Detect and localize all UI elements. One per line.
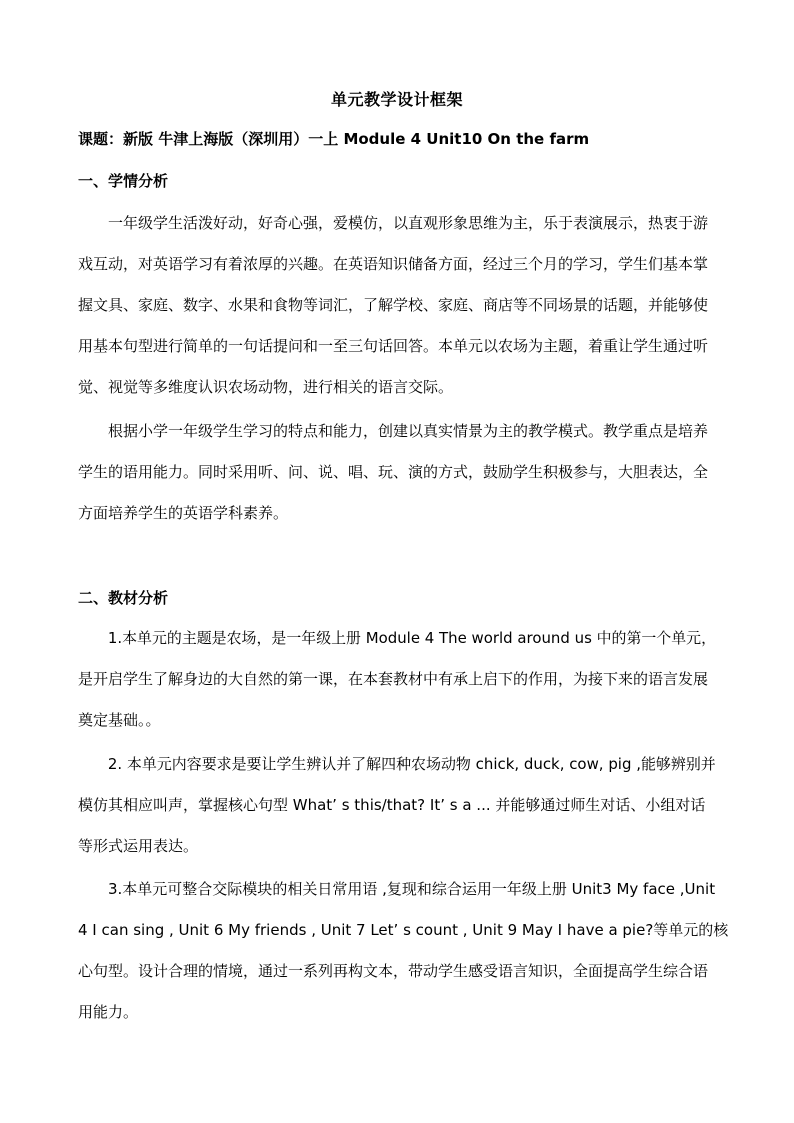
paragraph-line: 一年级学生活泼好动，好奇心强，爱模仿，以直观形象思维为主，乐于表演展示，热衷于游 — [108, 214, 709, 232]
paragraph-line: 模仿其相应叫声，掌握核心句型 What’ s this/that? It’ s a ... 并能够通过师生对话、小组对话 — [78, 796, 706, 814]
paragraph-line: 等形式运用表达。 — [78, 837, 199, 855]
paragraph-line: 觉、视觉等多维度认识农场动物，进行相关的语言交际。 — [78, 378, 454, 396]
document-title: 单元教学设计框架 — [330, 90, 463, 109]
paragraph-line: 3.本单元可整合交际模块的相关日常用语 ,复现和综合运用一年级上册 Unit3 My face ,Unit — [108, 880, 716, 898]
paragraph-line: 2. 本单元内容要求是要让学生辨认并了解四种农场动物 chick, duck, cow, pig ,能够辨别并 — [107, 755, 716, 773]
paragraph-line: 学生的语用能力。同时采用听、问、说、唱、玩、演的方式，鼓励学生积极参与，大胆表达，全 — [78, 463, 709, 481]
paragraph-line: 心句型。设计合理的情境，通过一系列再构文本，带动学生感受语言知识，全面提高学生综合语 — [78, 962, 709, 980]
paragraph-line: 用能力。 — [78, 1003, 139, 1021]
paragraph-textbook-analysis-1 — [78, 618, 746, 741]
paragraph-textbook-analysis-2 — [78, 744, 746, 867]
paragraph-line: 4 I can sing , Unit 6 My friends , Unit 7 Let’ s count , Unit 9 May I have a pie?等单元的核 — [78, 921, 729, 939]
paragraph-line: 1.本单元的主题是农场，是一年级上册 Module 4 The world around us 中的第一个单元， — [107, 629, 717, 647]
course-topic-line: 课题：新版 牛津上海版（深圳用）一上 Module 4 Unit10 On the farm — [78, 130, 590, 148]
paragraph-learner-analysis-1 — [78, 203, 746, 408]
paragraph-textbook-analysis-3 — [78, 869, 746, 1033]
paragraph-line: 握文具、家庭、数字、水果和食物等词汇，了解学校、家庭、商店等不同场景的话题，并能够使 — [78, 296, 709, 314]
paragraph-line: 根据小学一年级学生学习的特点和能力，创建以真实情景为主的教学模式。教学重点是培养 — [108, 422, 709, 440]
paragraph-line: 方面培养学生的英语学科素养。 — [78, 504, 289, 522]
section-heading-learner-analysis: 一、学情分析 — [78, 172, 169, 190]
paragraph-learner-analysis-2 — [78, 411, 746, 534]
paragraph-line: 奠定基础。。 — [78, 711, 161, 729]
paragraph-line: 戏互动，对英语学习有着浓厚的兴趣。在英语知识储备方面，经过三个月的学习，学生们基本掌 — [78, 255, 709, 273]
section-heading-textbook-analysis: 二、教材分析 — [78, 589, 169, 607]
paragraph-line: 是开启学生了解身边的大自然的第一课，在本套教材中有承上启下的作用，为接下来的语言发展 — [78, 670, 709, 688]
paragraph-line: 用基本句型进行简单的一句话提问和一至三句话回答。本单元以农场为主题，着重让学生通过听 — [78, 337, 709, 355]
